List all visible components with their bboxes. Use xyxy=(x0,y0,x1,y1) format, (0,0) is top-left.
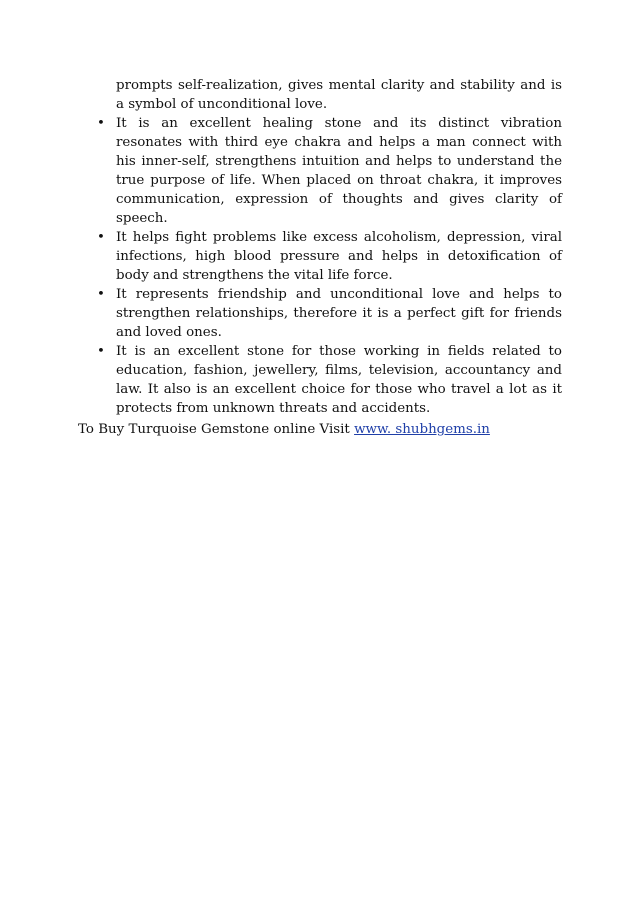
list-item-text: It is an excellent healing stone and its distinct vibration resonates with third eye chakra and helps a man connect with his inner-self, strengthens intuition and helps to understand the true purpose of life. When placed on throat chakra, it improves communication, expression of thoughts and gives clarity of speech. xyxy=(116,116,562,226)
footer-prefix: To Buy Turquoise Gemstone online Visit xyxy=(78,422,355,437)
list-item xyxy=(78,228,562,285)
continuation-paragraph: prompts self-realization, gives mental clarity and stability and is a symbol of unconditional love. xyxy=(116,78,562,112)
list-item xyxy=(78,342,562,418)
bullet-icon: • xyxy=(97,116,105,131)
list-item xyxy=(78,285,562,342)
bullet-icon: • xyxy=(97,344,105,359)
list-item-text: It is an excellent stone for those working in fields related to education, fashion, jewellery, films, television, accountancy and law. It also is an excellent choice for those who travel a lot as it protects from unknown threats and accidents. xyxy=(116,344,562,416)
footer-line xyxy=(78,420,562,439)
list-item-text: It represents friendship and unconditional love and helps to strengthen relationships, therefore it is a perfect gift for friends and loved ones. xyxy=(116,287,562,340)
list-item xyxy=(78,114,562,228)
bullet-list xyxy=(78,114,562,418)
bullet-icon: • xyxy=(97,287,105,302)
list-item-text: It helps fight problems like excess alcoholism, depression, viral infections, high blood pressure and helps in detoxification of body and strengthens the vital life force. xyxy=(116,230,562,283)
website-link[interactable]: www. shubhgems.in xyxy=(354,422,490,437)
document-body xyxy=(78,76,562,439)
bullet-icon: • xyxy=(97,230,105,245)
